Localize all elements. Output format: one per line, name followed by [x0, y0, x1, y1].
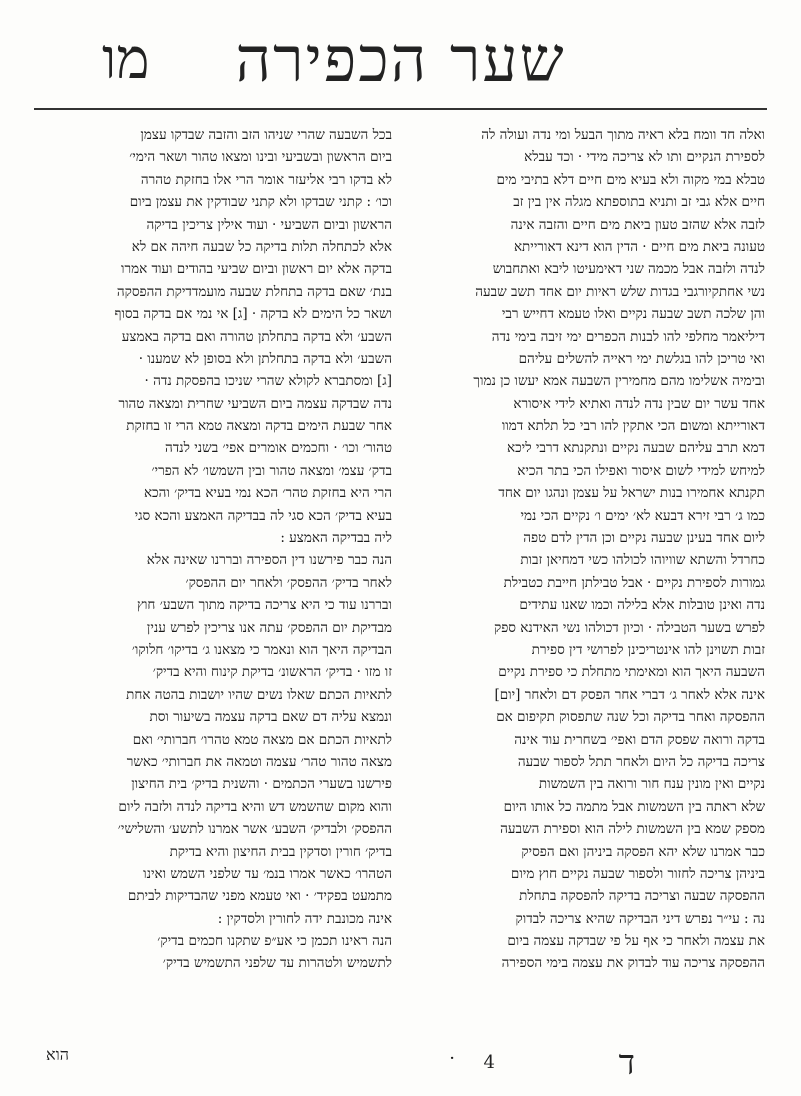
- text-line: הטהרו׳ כאשר אמרו בנמ׳ עד שלפני השמש ואינו: [143, 865, 392, 882]
- text-line: פירשנו בשערי הכתמים · והשנית בדיק׳ בית החיצון: [131, 776, 392, 793]
- text-line: לפרש בשער הטבילה · וכיון דכולהו נשי האידנא ספק: [493, 619, 765, 636]
- text-line: לתאיות הכתם שאלו נשים שהיו יושבות בהטה אחת: [126, 686, 392, 703]
- text-line: לא בדקו רבי אליעזר אומר הרי אלו בחזקת טהרה: [140, 171, 392, 188]
- text-line: ההפסק׳ ולבדיק׳ השבע׳ אשר אמרנו לתשע׳ והשלישי׳: [117, 821, 392, 838]
- text-line: ההפסקה ואחר בדיקה וכל שנה שתפסוק תקיפום אם: [496, 709, 765, 726]
- text-line: נדה שבדקה עצמה ביום השביעי שחרית ומצאה טהור: [118, 395, 392, 412]
- text-line: בכל השבעה שהרי שניהו הזב והזבה שבדקו עצמן: [140, 127, 392, 143]
- text-line: בדקה אלא יום ראשון וביום שביעי בהודים ועוד אמרו: [120, 261, 392, 278]
- text-line: אינה אלא לאחר ג׳ דברי אחר הפסק דם ולאחר [יום]: [494, 686, 765, 703]
- text-line: ביניהן צריכה לחזור ולספור שבעה נקיים חוץ מיום: [510, 865, 765, 882]
- text-line: ובימיה אשלימו מהם מחמירין השבעה אמא יעשו כן נמוך: [473, 373, 765, 390]
- text-line: ההפסקה שבעה וצריכה בדיקה להפסקה בתחלת: [519, 888, 765, 905]
- text-line: לתאיות הכתם אם מצאה טמא טהרו׳ חברותי׳ ואם: [132, 731, 392, 748]
- text-line: אינה מכונבת ידה לחורין ולסדקין :: [217, 910, 392, 927]
- left-column: [36, 124, 392, 1028]
- signature-number: 4: [483, 1052, 495, 1073]
- text-line: גמורות לספירת נקיים · אבל טבילתן חייבת כטבילת: [503, 574, 765, 591]
- text-line: טהור׳ וכו׳ · וחכמים אומרים אפי׳ בשני לנדה: [164, 440, 392, 457]
- text-line: ובררנו עוד כי היא צריכה בדיקה מתוך השבע׳ חוץ: [136, 597, 392, 614]
- text-line: נדה ואינן טובלות אלא בלילה וכמו שאנו עתידים: [519, 597, 765, 614]
- text-line: בדיק׳ חורין וסדקין בבית החיצון והיא בדיקת: [169, 843, 392, 860]
- text-line: בנת׳ שאם בדקה בתחלת שבעה מועמדדיקת ההפסקה: [116, 283, 392, 300]
- text-line: מתמעט בפקיד׳ · ואי טעמא מפני שהבדיקות לביתם: [127, 888, 392, 905]
- text-line: מבדיקת יום ההפסק׳ עתה אנו צריכין לפרש ענין: [146, 619, 392, 636]
- text-line: זו מזו · בדיק׳ הראשונ׳ בדיקת קינוח והיא בדיק׳: [152, 664, 392, 681]
- text-line: והוא מקום שהשמש דש והיא בדיקה לנדה ולזבה ליום: [118, 798, 392, 815]
- text-line: אחר שבעת הימים בדקה ומצאה טמא הרי זו בחזקת: [126, 418, 392, 435]
- text-line: בדקה ורואה שפסק הדם ואפי׳ בשחרית עוד אינה: [514, 731, 765, 748]
- text-line: ואי טריכן להו בגלשת ימי ראייה להשלים עליהם: [518, 350, 765, 367]
- text-line: בעיא בדיק׳ הכא סגי לה בבדיקה האמצע והכא סגי: [134, 507, 392, 524]
- text-line: והן שלכה תשב שבעה נקיים ואלו טעמא דחייש רבי: [501, 306, 765, 323]
- text-line: מספק שמא בין השמשות לילה הוא וספירת השבעה: [500, 821, 765, 838]
- text-line: אלא לכתחלה תלות בדיקה כל שבעה חיהה אם לא: [131, 238, 392, 255]
- text-line: השבע׳ ולא בדקה בתחלתן טהורה ואם בדקה באמצע: [121, 328, 392, 345]
- text-line: הנה ראינו תכמן כי אע״פ שתקנו חכמים בדיק׳: [157, 933, 392, 950]
- text-line: הנה כבר פירשנו דין הספירה ובררנו שאינה אלא: [146, 552, 392, 569]
- text-line: ליום אחד בעינן שבעה נקיים וכן הדין לדם טפה: [523, 530, 765, 547]
- text-line: דמא תרב עליהם שבעה נקיים ונתקנתא דרבי ליכא: [506, 440, 765, 457]
- catchword: הוא: [46, 1045, 69, 1064]
- right-column: [409, 124, 765, 1028]
- text-line: צריכה בדיקה כל היום ולאחר תתל לספור שבעה: [517, 753, 765, 770]
- text-line: את עצמה ולאחר כי אף על פי שבדקה עצמה ביום: [507, 933, 765, 950]
- text-line: תקנתא אחמירו בנות ישראל על עצמן ונהגו יום אחד: [498, 485, 765, 502]
- text-line: חיים אלא גבי זב ותניא בתוספתא מגלה אין בין זב: [513, 194, 765, 211]
- text-line: למיחש למידי לשום איסור ואפילו הכי בתר הכיא: [517, 462, 765, 479]
- text-line: ונמצא עליה דם שאם בדקה עצמה בשיעור וסת: [149, 709, 392, 726]
- text-line: לנדה ולזבה אבל מכמה שני דאימעיטו ליבא ואתחבוש: [492, 261, 765, 278]
- text-line: השבע׳ ולא בדקה בתחלתן ולא בסופן לא שמענו ·: [138, 350, 392, 367]
- text-line: השבעה היאך הוא ומאימתי מתחלת כי ספירת נקיים: [498, 664, 765, 681]
- text-line: ליה בבדיקה האמצע :: [280, 530, 392, 547]
- text-line: מצאה טהור טהר׳ עצמה וטמאה את חברותי׳ כאשר: [126, 753, 392, 770]
- text-line: לזבה אלא שהזב טעון ביאת מים חיים והזבה אינה: [510, 216, 765, 233]
- text-line: כחרדל והשתא שוויוהו לכולהו כשי דמחיאן זבות: [520, 552, 765, 569]
- text-line: טעונה ביאת מים חיים · הדין הוא דינא דאורייתא: [513, 238, 765, 255]
- text-line: הבדיקה היאך הוא ונאמר כי מצאנו ג׳ בדיקו׳ חלוקו׳: [131, 641, 392, 658]
- text-line: [ג] ומסתברא לקולא שהרי שניכו בהפסקת נדה ·: [144, 373, 392, 390]
- signature-letter: ד: [618, 1043, 635, 1083]
- running-header: [30, 14, 771, 106]
- text-line: נה : עי״ר נפרש דיני הבדיקה שהיא צריכה לבדוק: [515, 910, 765, 927]
- text-line: כבר אמרנו שלא יהא הפסקה ביניהן ואם הפסיק: [521, 843, 765, 860]
- text-line: נקיים ואין מונין ענח חור ורואה בין השמשות: [538, 776, 765, 793]
- text-line: הרי היא בחזקת טהר׳ הכא נמי בעיא בדיק׳ והכא: [143, 485, 392, 502]
- page-number: מו: [102, 27, 150, 92]
- signature-dot: ·: [449, 1048, 455, 1069]
- text-line: ושאר כל הימים לא בדקה · [ג] אי נמי אם בדקה בסוף: [114, 306, 392, 323]
- text-line: כמו ג׳ רבי זירא דבעא לא׳ ימים ו׳ נקיים הכי נמי: [520, 507, 765, 524]
- page-title: שער הכפירה: [235, 23, 566, 96]
- text-line: טבלא במי מקוה ולא בעיא מים חיים דלא בתיבי מים: [496, 171, 765, 188]
- text-line: לתשמיש ולטהרות עד שלפני התשמיש בדיק׳: [162, 955, 392, 972]
- text-line: הראשון וביום השביעי · ועוד אילין צריכין בדיקה: [146, 216, 392, 233]
- text-line: ההפסקה צריכה עוד לבדוק את עצמה בימי הספירה: [501, 955, 765, 972]
- text-line: דיליאמר מחלפי להו לבנות הכפרים ימי זיבה בימי נדה: [491, 328, 765, 345]
- text-line: וכו׳ : קתני שבדקו ולא קתני שבודקין את עצמן ביום: [129, 194, 392, 211]
- text-line: זבות תשוינן להו אינטריכינן לפרושי דין ספירת: [531, 641, 765, 658]
- text-line: לספירת הנקיים ותו לא צריכה מידי · וכד עבלא: [524, 149, 765, 166]
- text-line: אחד עשר יום שבין נדה לנדה ואתיא לידי איסורא: [513, 395, 765, 412]
- text-line: ביום הראשון ובשביעי ובינו ומצאו טהור ושאר הימי׳: [129, 149, 392, 166]
- text-line: שלא ראתה בין השמשות אבל מתמה כל אותו היום: [503, 798, 765, 815]
- page-footer: [36, 1040, 765, 1086]
- text-line: דאורייתא ומשום הכי אתקין להו רבי כל תלתא דמוו: [501, 418, 765, 435]
- text-line: בדק׳ עצמ׳ ומצאה טהור ובין השמשו׳ לא הפרי׳: [151, 462, 392, 479]
- text-line: ואלה חד וומח בלא ראיה מתוך הבעל ומי נדה ועולה לה: [481, 127, 765, 143]
- header-rule: [34, 108, 767, 110]
- text-columns: [36, 124, 765, 1028]
- text-line: נשי אחתקיורגבי בגדות שלש ראיות יום אחד תשב שבעה: [475, 283, 765, 300]
- text-line: לאחר בדיק׳ ההפסק׳ ולאחר יום ההפסק׳: [185, 574, 392, 591]
